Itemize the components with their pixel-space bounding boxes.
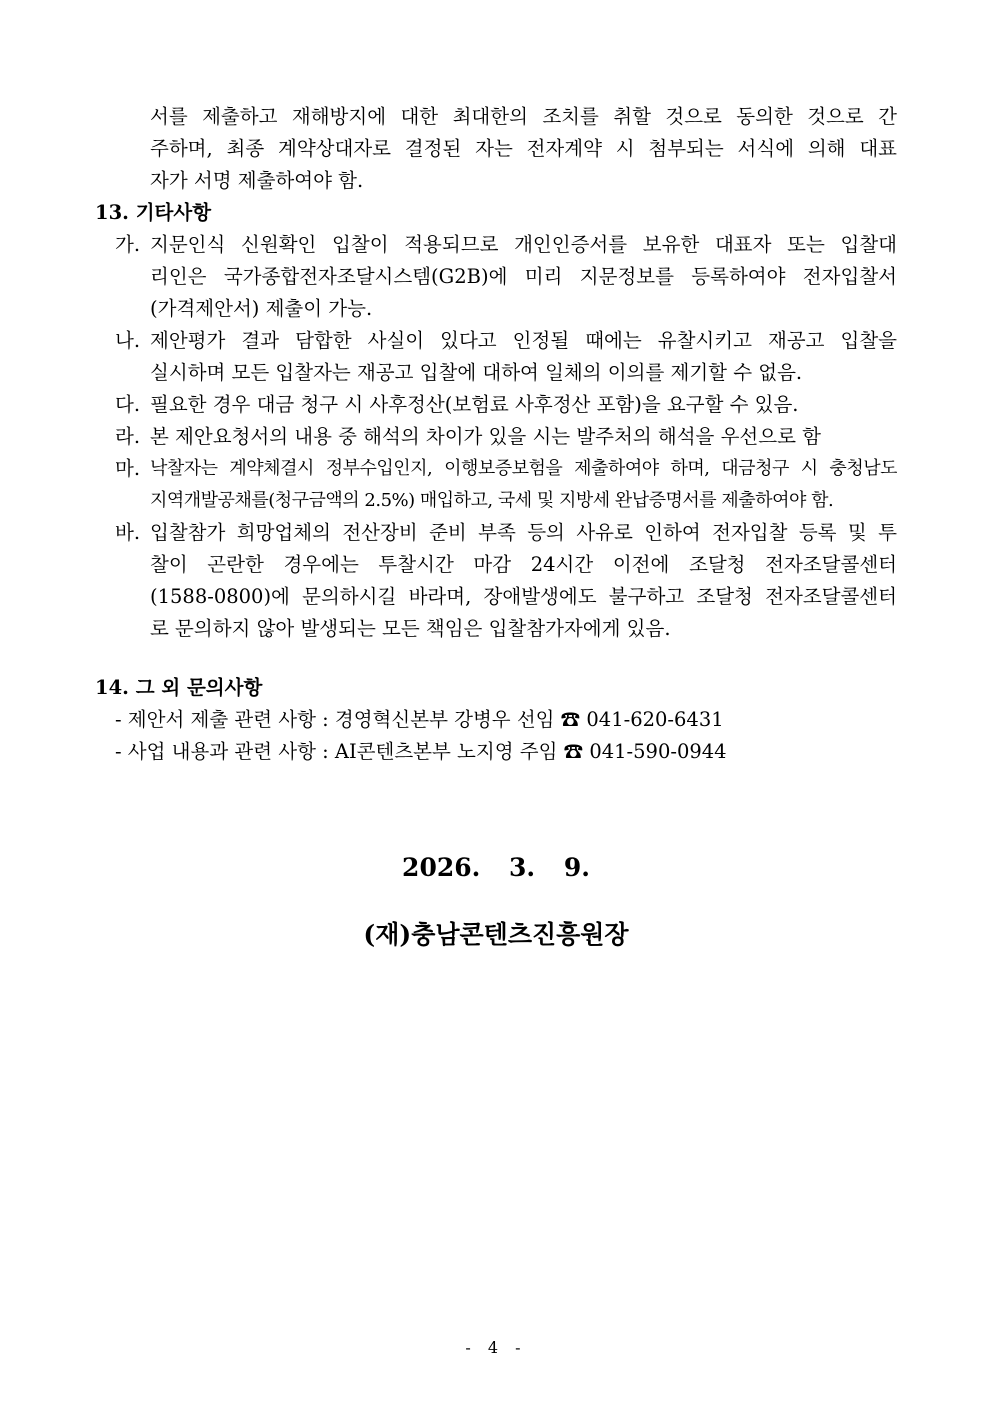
item-ba-line-4: 로 문의하지 않아 발생되는 모든 책임은 입찰참가자에게 있음.: [150, 617, 671, 640]
contact-line-business: - 사업 내용과 관련 사항 : AI콘텐츠본부 노지영 주임 ☎ 041-590-0944: [115, 740, 727, 763]
page-number: - 4 -: [465, 1338, 527, 1357]
item-ra-line-1: 본 제안요청서의 내용 중 해석의 차이가 있을 시는 발주처의 해석을 우선으로 함: [150, 425, 821, 448]
item-na-line-2: 실시하며 모든 입찰자는 재공고 입찰에 대하여 일체의 이의를 제기할 수 없음.: [150, 361, 803, 384]
item-ba-line-3: (1588-0800)에 문의하시길 바라며, 장애발생에도 불구하고 조달청 전자조달콜센터: [150, 585, 897, 608]
item-ga-line-1: 지문인식 신원확인 입찰이 적용되므로 개인인증서를 보유한 대표자 또는 입찰대: [150, 233, 897, 256]
item-ra-marker: 라.: [115, 425, 141, 448]
item-ma-line-2: 지역개발공채를(청구금액의 2.5%) 매입하고, 국세 및 지방세 완납증명서를 제출하여야 함.: [150, 490, 834, 511]
item-ma-marker: 마.: [115, 457, 141, 480]
item-ga-line-3: (가격제안서) 제출이 가능.: [150, 297, 373, 320]
contact-line-proposal: - 제안서 제출 관련 사항 : 경영혁신본부 강병우 선임 ☎ 041-620-6431: [115, 708, 724, 731]
continuation-line-3: 자가 서명 제출하여야 함.: [150, 169, 364, 192]
item-ma-line-1: 낙찰자는 계약체결시 정부수입인지, 이행보증보험을 제출하여야 하며, 대금청구 시 충청남도: [150, 458, 897, 479]
continuation-line-1: 서를 제출하고 재해방지에 대한 최대한의 조치를 취할 것으로 동의한 것으로 간: [150, 105, 897, 128]
item-na-line-1: 제안평가 결과 담합한 사실이 있다고 인정될 때에는 유찰시키고 재공고 입찰을: [150, 329, 897, 352]
section-14-heading: 14. 그 외 문의사항: [95, 676, 263, 699]
item-ba-line-1: 입찰참가 희망업체의 전산장비 준비 부족 등의 사유로 인하여 전자입찰 등록 및 투: [150, 521, 897, 544]
section-13-heading: 13. 기타사항: [95, 201, 212, 224]
item-ba-line-2: 찰이 곤란한 경우에는 투찰시간 마감 24시간 이전에 조달청 전자조달콜센터: [150, 553, 897, 576]
item-da-line-1: 필요한 경우 대금 청구 시 사후정산(보험료 사후정산 포함)을 요구할 수 있음.: [150, 393, 799, 416]
item-ga-line-2: 리인은 국가종합전자조달시스템(G2B)에 미리 지문정보를 등록하여야 전자입찰서: [150, 265, 897, 288]
continuation-line-2: 주하며, 최종 계약상대자로 결정된 자는 전자계약 시 첨부되는 서식에 의해 대표: [150, 137, 897, 160]
issuer-name: (재)충남콘텐츠진흥원장: [363, 920, 629, 949]
item-da-marker: 다.: [115, 393, 141, 416]
item-ga-marker: 가.: [115, 233, 141, 256]
document-date: 2026. 3. 9.: [402, 853, 590, 882]
item-na-marker: 나.: [115, 329, 141, 352]
item-ba-marker: 바.: [115, 521, 141, 544]
